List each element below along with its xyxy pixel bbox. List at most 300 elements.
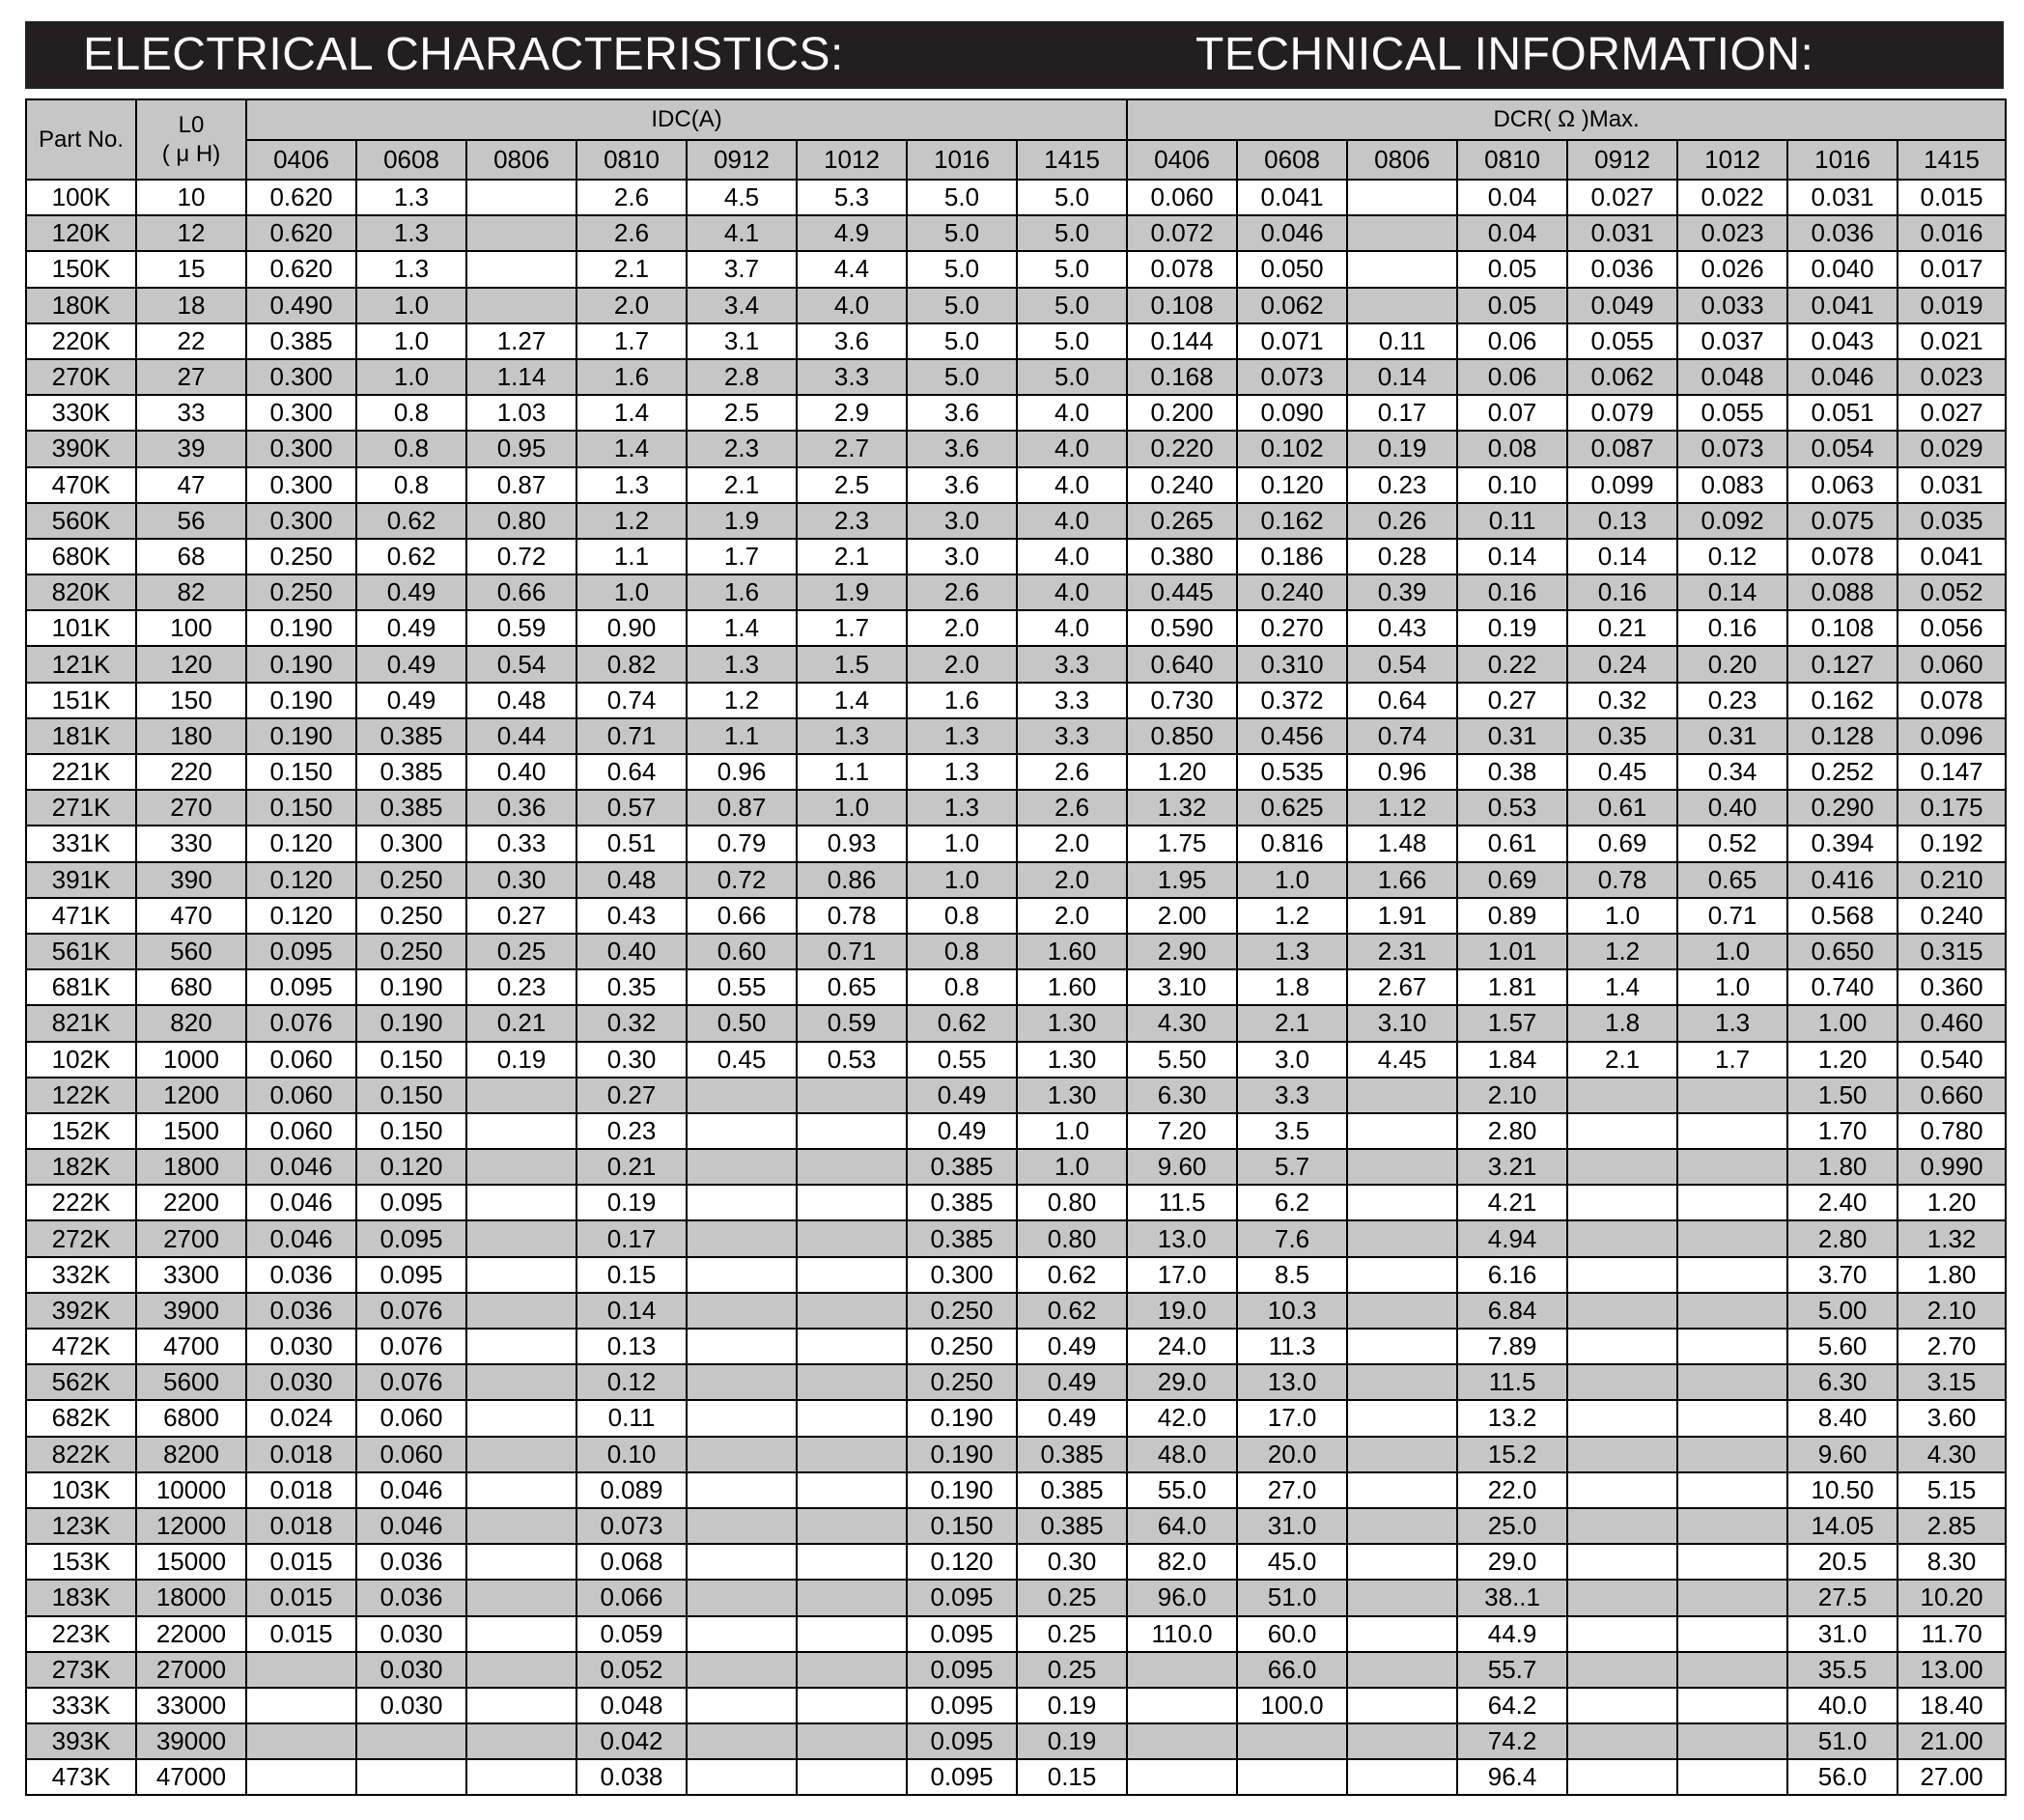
idc-cell-0608: 0.190 [356, 1005, 466, 1041]
dcr-cell-0406: 2.00 [1127, 898, 1237, 934]
dcr-cell-0912: 0.21 [1567, 610, 1677, 646]
dcr-cell-1016: 51.0 [1787, 1723, 1898, 1759]
table-row [26, 1293, 2006, 1329]
dcr-cell-1012: 0.037 [1677, 323, 1787, 359]
dcr-cell-0608: 6.2 [1237, 1185, 1347, 1220]
dcr-cell-0912: 1.8 [1567, 1005, 1677, 1041]
idc-cell-0912 [687, 1616, 797, 1652]
dcr-cell-1012 [1677, 1652, 1787, 1688]
dcr-cell-0406 [1127, 1688, 1237, 1723]
part-number-cell: 183K [26, 1580, 136, 1615]
part-number-cell: 390K [26, 431, 136, 466]
idc-cell-0406: 0.046 [246, 1220, 356, 1256]
dcr-cell-0608: 0.073 [1237, 359, 1347, 395]
dcr-cell-0810: 4.94 [1457, 1220, 1567, 1256]
dcr-cell-0608: 0.535 [1237, 754, 1347, 790]
dcr-cell-0810: 7.89 [1457, 1329, 1567, 1364]
idc-cell-0810: 0.10 [576, 1437, 687, 1472]
dcr-cell-0406: 0.730 [1127, 683, 1237, 718]
inductance-cell: 1800 [136, 1149, 246, 1185]
idc-cell-0806 [466, 1508, 576, 1544]
idc-cell-1415: 0.49 [1017, 1329, 1127, 1364]
idc-cell-1415: 0.62 [1017, 1257, 1127, 1293]
dcr-cell-0806: 1.66 [1347, 862, 1457, 898]
idc-cell-0806 [466, 1185, 576, 1220]
idc-cell-0406: 0.015 [246, 1580, 356, 1615]
table-row [26, 646, 2006, 682]
dcr-cell-1016: 0.162 [1787, 683, 1898, 718]
dcr-cell-0608: 0.625 [1237, 790, 1347, 826]
dcr-cell-0806: 0.14 [1347, 359, 1457, 395]
idc-cell-0406: 0.030 [246, 1329, 356, 1364]
inductance-cell: 5600 [136, 1364, 246, 1400]
dcr-cell-1415: 1.80 [1898, 1257, 2006, 1293]
dcr-cell-1012: 0.65 [1677, 862, 1787, 898]
dcr-cell-0806: 0.23 [1347, 467, 1457, 503]
idc-cell-0810: 0.073 [576, 1508, 687, 1544]
idc-cell-1016: 0.385 [907, 1149, 1017, 1185]
idc-cell-0810: 0.40 [576, 934, 687, 969]
dcr-cell-1012 [1677, 1723, 1787, 1759]
table-row [26, 1400, 2006, 1436]
idc-cell-0806: 0.87 [466, 467, 576, 503]
idc-cell-1012: 0.71 [797, 934, 907, 969]
inductance-cell: 27 [136, 359, 246, 395]
dcr-cell-0806: 0.43 [1347, 610, 1457, 646]
inductance-cell: 6800 [136, 1400, 246, 1436]
part-number-cell: 182K [26, 1149, 136, 1185]
table-row [26, 574, 2006, 610]
idc-cell-0810: 1.2 [576, 503, 687, 539]
idc-cell-0406: 0.620 [246, 180, 356, 215]
part-number-cell: 392K [26, 1293, 136, 1329]
idc-cell-0810: 0.43 [576, 898, 687, 934]
dcr-cell-1012: 0.022 [1677, 180, 1787, 215]
idc-cell-0806 [466, 1544, 576, 1580]
idc-cell-1016: 0.385 [907, 1185, 1017, 1220]
idc-cell-0608: 0.046 [356, 1472, 466, 1508]
idc-cell-0912 [687, 1652, 797, 1688]
dcr-cell-0810: 0.27 [1457, 683, 1567, 718]
table-row [26, 610, 2006, 646]
idc-cell-1016: 0.190 [907, 1400, 1017, 1436]
dcr-cell-0608: 0.310 [1237, 646, 1347, 682]
idc-cell-1016: 3.0 [907, 503, 1017, 539]
idc-cell-1016: 1.0 [907, 862, 1017, 898]
idc-cell-0406 [246, 1652, 356, 1688]
dcr-cell-1012 [1677, 1759, 1787, 1795]
idc-cell-1016: 5.0 [907, 359, 1017, 395]
dcr-cell-1016: 1.20 [1787, 1042, 1898, 1078]
idc-cell-0810: 2.0 [576, 288, 687, 323]
dcr-cell-0608: 0.456 [1237, 718, 1347, 754]
idc-cell-0912 [687, 1364, 797, 1400]
idc-cell-0608 [356, 1759, 466, 1795]
idc-cell-0608: 0.095 [356, 1257, 466, 1293]
idc-cell-1016: 0.250 [907, 1364, 1017, 1400]
dcr-cell-0608: 11.3 [1237, 1329, 1347, 1364]
dcr-cell-1016: 2.80 [1787, 1220, 1898, 1256]
idc-cell-1012: 1.1 [797, 754, 907, 790]
dcr-cell-0806: 2.67 [1347, 969, 1457, 1005]
idc-cell-0608: 0.49 [356, 646, 466, 682]
dcr-cell-0810: 96.4 [1457, 1759, 1567, 1795]
dcr-cell-0810: 3.21 [1457, 1149, 1567, 1185]
dcr-size-header-0406: 0406 [1127, 140, 1237, 180]
dcr-cell-0912 [1567, 1437, 1677, 1472]
dcr-cell-1012: 0.055 [1677, 395, 1787, 431]
idc-cell-1415: 0.25 [1017, 1652, 1127, 1688]
part-number-cell: 220K [26, 323, 136, 359]
idc-cell-0608: 0.030 [356, 1616, 466, 1652]
idc-cell-1012: 1.9 [797, 574, 907, 610]
idc-cell-1415: 0.385 [1017, 1508, 1127, 1544]
dcr-cell-0406: 110.0 [1127, 1616, 1237, 1652]
dcr-cell-1016: 0.568 [1787, 898, 1898, 934]
part-number-cell: 120K [26, 215, 136, 251]
dcr-cell-1012 [1677, 1113, 1787, 1149]
idc-cell-1016: 0.190 [907, 1437, 1017, 1472]
dcr-cell-0406: 0.060 [1127, 180, 1237, 215]
idc-cell-1415: 5.0 [1017, 359, 1127, 395]
idc-cell-0912 [687, 1185, 797, 1220]
dcr-cell-0406: 19.0 [1127, 1293, 1237, 1329]
dcr-cell-0912 [1567, 1759, 1677, 1795]
idc-cell-1016: 3.6 [907, 467, 1017, 503]
table-row [26, 1652, 2006, 1688]
idc-cell-0406: 0.060 [246, 1078, 356, 1113]
part-number-cell: 472K [26, 1329, 136, 1364]
idc-cell-1016: 1.3 [907, 790, 1017, 826]
idc-cell-0810: 1.7 [576, 323, 687, 359]
dcr-cell-1016: 10.50 [1787, 1472, 1898, 1508]
dcr-cell-1012: 1.0 [1677, 934, 1787, 969]
idc-cell-0810: 0.038 [576, 1759, 687, 1795]
idc-cell-0406: 0.076 [246, 1005, 356, 1041]
inductance-cell: 18 [136, 288, 246, 323]
idc-cell-0406: 0.095 [246, 934, 356, 969]
idc-cell-1012 [797, 1437, 907, 1472]
part-number-cell: 153K [26, 1544, 136, 1580]
inductance-cell: 68 [136, 539, 246, 574]
dcr-cell-1016: 0.075 [1787, 503, 1898, 539]
dcr-cell-0912 [1567, 1616, 1677, 1652]
idc-cell-1012: 1.7 [797, 610, 907, 646]
part-number-cell: 393K [26, 1723, 136, 1759]
dcr-cell-0806: 0.39 [1347, 574, 1457, 610]
dcr-cell-0912: 0.13 [1567, 503, 1677, 539]
dcr-cell-0608: 0.270 [1237, 610, 1347, 646]
dcr-group-header: DCR( Ω )Max. [1127, 99, 2006, 140]
inductance-cell: 220 [136, 754, 246, 790]
dcr-cell-0912: 0.32 [1567, 683, 1677, 718]
idc-cell-0406: 0.150 [246, 754, 356, 790]
dcr-cell-1415: 2.70 [1898, 1329, 2006, 1364]
dcr-cell-1415: 8.30 [1898, 1544, 2006, 1580]
dcr-cell-0608: 3.3 [1237, 1078, 1347, 1113]
dcr-cell-1016: 0.043 [1787, 323, 1898, 359]
idc-cell-1012: 3.6 [797, 323, 907, 359]
idc-cell-0806: 0.27 [466, 898, 576, 934]
idc-cell-0406: 0.015 [246, 1544, 356, 1580]
header-row-groups [26, 99, 2006, 140]
dcr-cell-0806 [1347, 1364, 1457, 1400]
inductance-cell: 3300 [136, 1257, 246, 1293]
dcr-cell-0608: 2.1 [1237, 1005, 1347, 1041]
dcr-cell-0912 [1567, 1185, 1677, 1220]
electrical-characteristics-title: ELECTRICAL CHARACTERISTICS: [83, 29, 844, 80]
idc-cell-0806: 0.44 [466, 718, 576, 754]
idc-cell-0608: 0.076 [356, 1293, 466, 1329]
idc-cell-0912: 0.79 [687, 826, 797, 861]
table-row [26, 1005, 2006, 1041]
dcr-cell-1016: 9.60 [1787, 1437, 1898, 1472]
idc-cell-0806: 0.59 [466, 610, 576, 646]
dcr-cell-1012: 0.073 [1677, 431, 1787, 466]
inductance-cell: 39000 [136, 1723, 246, 1759]
dcr-cell-0806: 0.28 [1347, 539, 1457, 574]
dcr-cell-0806 [1347, 1688, 1457, 1723]
idc-cell-1415: 4.0 [1017, 503, 1127, 539]
dcr-cell-0810: 1.01 [1457, 934, 1567, 969]
dcr-cell-0806 [1347, 1329, 1457, 1364]
idc-cell-1415: 2.6 [1017, 790, 1127, 826]
dcr-cell-1016: 0.063 [1787, 467, 1898, 503]
idc-cell-1012: 1.3 [797, 718, 907, 754]
idc-cell-0912: 0.87 [687, 790, 797, 826]
idc-cell-0810: 1.4 [576, 395, 687, 431]
dcr-cell-0406: 1.95 [1127, 862, 1237, 898]
idc-cell-0608: 0.190 [356, 969, 466, 1005]
dcr-cell-0608: 45.0 [1237, 1544, 1347, 1580]
idc-cell-1012 [797, 1293, 907, 1329]
dcr-cell-0810: 1.57 [1457, 1005, 1567, 1041]
table-row [26, 790, 2006, 826]
inductance-cell: 4700 [136, 1329, 246, 1364]
inductance-cell: 3900 [136, 1293, 246, 1329]
idc-cell-1012 [797, 1544, 907, 1580]
dcr-cell-1415: 10.20 [1898, 1580, 2006, 1615]
dcr-cell-0806: 1.91 [1347, 898, 1457, 934]
dcr-cell-0608: 0.071 [1237, 323, 1347, 359]
dcr-cell-0912 [1567, 1293, 1677, 1329]
dcr-cell-0406: 11.5 [1127, 1185, 1237, 1220]
idc-cell-0608: 1.3 [356, 180, 466, 215]
idc-cell-0608: 0.250 [356, 898, 466, 934]
idc-cell-1016: 2.0 [907, 610, 1017, 646]
idc-size-header-0810: 0810 [576, 140, 687, 180]
dcr-cell-0810: 74.2 [1457, 1723, 1567, 1759]
dcr-cell-1012 [1677, 1364, 1787, 1400]
dcr-cell-1016: 0.088 [1787, 574, 1898, 610]
dcr-cell-1016: 14.05 [1787, 1508, 1898, 1544]
idc-cell-0912: 4.1 [687, 215, 797, 251]
dcr-size-header-1415: 1415 [1898, 140, 2006, 180]
dcr-cell-0608: 31.0 [1237, 1508, 1347, 1544]
idc-cell-0912: 1.9 [687, 503, 797, 539]
dcr-cell-1012 [1677, 1616, 1787, 1652]
inductance-header-line2: ( μ H) [161, 140, 221, 167]
dcr-cell-1012: 0.048 [1677, 359, 1787, 395]
idc-cell-0406: 0.095 [246, 969, 356, 1005]
dcr-cell-1016: 0.650 [1787, 934, 1898, 969]
dcr-cell-0406: 29.0 [1127, 1364, 1237, 1400]
table-row [26, 288, 2006, 323]
dcr-cell-0608: 1.2 [1237, 898, 1347, 934]
dcr-cell-0806 [1347, 1723, 1457, 1759]
idc-cell-0912: 0.50 [687, 1005, 797, 1041]
dcr-cell-0406: 9.60 [1127, 1149, 1237, 1185]
dcr-cell-0810: 0.04 [1457, 180, 1567, 215]
dcr-cell-0608: 66.0 [1237, 1652, 1347, 1688]
inductance-cell: 10000 [136, 1472, 246, 1508]
idc-cell-1415: 3.3 [1017, 646, 1127, 682]
idc-group-header: IDC(A) [246, 99, 1127, 140]
inductance-cell: 150 [136, 683, 246, 718]
idc-cell-0406: 0.190 [246, 646, 356, 682]
idc-cell-0810: 0.042 [576, 1723, 687, 1759]
dcr-cell-0810: 0.89 [1457, 898, 1567, 934]
idc-cell-0608: 0.250 [356, 862, 466, 898]
table-row [26, 1580, 2006, 1615]
idc-cell-1012: 4.4 [797, 251, 907, 287]
dcr-cell-0806 [1347, 1616, 1457, 1652]
idc-cell-0912: 0.60 [687, 934, 797, 969]
idc-cell-1415: 4.0 [1017, 574, 1127, 610]
idc-cell-1415: 0.19 [1017, 1723, 1127, 1759]
dcr-cell-1012 [1677, 1508, 1787, 1544]
idc-cell-0912: 0.45 [687, 1042, 797, 1078]
idc-cell-0810: 0.74 [576, 683, 687, 718]
part-number-cell: 470K [26, 467, 136, 503]
idc-cell-1012: 2.3 [797, 503, 907, 539]
dcr-cell-0810: 0.69 [1457, 862, 1567, 898]
idc-cell-0406: 0.060 [246, 1113, 356, 1149]
dcr-cell-0806: 1.12 [1347, 790, 1457, 826]
dcr-cell-0406: 82.0 [1127, 1544, 1237, 1580]
idc-cell-0810: 0.30 [576, 1042, 687, 1078]
part-number-cell: 330K [26, 395, 136, 431]
dcr-cell-1012 [1677, 1293, 1787, 1329]
idc-cell-1016: 0.095 [907, 1723, 1017, 1759]
idc-cell-1012 [797, 1113, 907, 1149]
idc-cell-0912: 1.4 [687, 610, 797, 646]
dcr-cell-0806: 0.64 [1347, 683, 1457, 718]
idc-cell-0806: 0.25 [466, 934, 576, 969]
dcr-cell-0810: 64.2 [1457, 1688, 1567, 1723]
idc-cell-1016: 0.49 [907, 1078, 1017, 1113]
dcr-cell-1016: 8.40 [1787, 1400, 1898, 1436]
dcr-cell-0912: 0.69 [1567, 826, 1677, 861]
idc-cell-1012 [797, 1329, 907, 1364]
dcr-cell-0810: 0.11 [1457, 503, 1567, 539]
dcr-cell-0912 [1567, 1508, 1677, 1544]
idc-cell-0806 [466, 1220, 576, 1256]
dcr-cell-1016: 3.70 [1787, 1257, 1898, 1293]
idc-cell-0406: 0.190 [246, 610, 356, 646]
idc-cell-0608: 1.0 [356, 359, 466, 395]
dcr-cell-1016: 0.108 [1787, 610, 1898, 646]
idc-cell-0608: 0.046 [356, 1508, 466, 1544]
idc-cell-0806 [466, 1400, 576, 1436]
idc-cell-1012: 5.3 [797, 180, 907, 215]
part-number-cell: 150K [26, 251, 136, 287]
dcr-cell-0608: 7.6 [1237, 1220, 1347, 1256]
dcr-cell-0608: 20.0 [1237, 1437, 1347, 1472]
dcr-cell-0912 [1567, 1472, 1677, 1508]
idc-cell-0912 [687, 1437, 797, 1472]
dcr-cell-1415: 0.056 [1898, 610, 2006, 646]
idc-cell-0806: 0.95 [466, 431, 576, 466]
idc-cell-0608: 0.150 [356, 1078, 466, 1113]
idc-cell-0810: 0.068 [576, 1544, 687, 1580]
table-row [26, 1437, 2006, 1472]
dcr-cell-1415: 27.00 [1898, 1759, 2006, 1795]
idc-cell-1012: 0.65 [797, 969, 907, 1005]
dcr-cell-0806: 0.26 [1347, 503, 1457, 539]
table-row [26, 1364, 2006, 1400]
idc-cell-1012 [797, 1616, 907, 1652]
inductance-cell: 33000 [136, 1688, 246, 1723]
idc-cell-1016: 0.8 [907, 898, 1017, 934]
dcr-cell-0810: 0.07 [1457, 395, 1567, 431]
dcr-cell-0806 [1347, 251, 1457, 287]
idc-cell-0810: 0.15 [576, 1257, 687, 1293]
dcr-cell-0406: 0.640 [1127, 646, 1237, 682]
dcr-cell-0406: 0.265 [1127, 503, 1237, 539]
idc-cell-1016: 0.8 [907, 934, 1017, 969]
dcr-cell-1016: 5.00 [1787, 1293, 1898, 1329]
idc-cell-0608: 1.0 [356, 288, 466, 323]
inductance-cell: 47 [136, 467, 246, 503]
dcr-cell-0608: 0.240 [1237, 574, 1347, 610]
dcr-cell-0406: 0.850 [1127, 718, 1237, 754]
dcr-cell-1016: 31.0 [1787, 1616, 1898, 1652]
idc-cell-1012 [797, 1400, 907, 1436]
idc-cell-0810: 1.4 [576, 431, 687, 466]
idc-cell-0912 [687, 1078, 797, 1113]
dcr-cell-0810: 0.04 [1457, 215, 1567, 251]
part-number-cell: 270K [26, 359, 136, 395]
idc-cell-0806 [466, 1759, 576, 1795]
dcr-cell-1016: 0.128 [1787, 718, 1898, 754]
idc-cell-0406: 0.120 [246, 898, 356, 934]
idc-cell-1012 [797, 1472, 907, 1508]
inductance-cell: 56 [136, 503, 246, 539]
idc-cell-0810: 0.052 [576, 1652, 687, 1688]
idc-size-header-0912: 0912 [687, 140, 797, 180]
idc-cell-1016: 5.0 [907, 323, 1017, 359]
dcr-cell-0406: 0.220 [1127, 431, 1237, 466]
dcr-size-header-0810: 0810 [1457, 140, 1567, 180]
idc-cell-0406 [246, 1688, 356, 1723]
part-number-cell: 821K [26, 1005, 136, 1041]
dcr-cell-0912 [1567, 1723, 1677, 1759]
idc-cell-0810: 0.35 [576, 969, 687, 1005]
idc-cell-0806: 1.03 [466, 395, 576, 431]
idc-cell-1415: 0.385 [1017, 1437, 1127, 1472]
dcr-cell-0806: 1.48 [1347, 826, 1457, 861]
dcr-cell-1415: 0.023 [1898, 359, 2006, 395]
dcr-cell-1415: 5.15 [1898, 1472, 2006, 1508]
idc-cell-1415: 4.0 [1017, 431, 1127, 466]
dcr-cell-1012: 0.16 [1677, 610, 1787, 646]
idc-cell-1415: 0.30 [1017, 1544, 1127, 1580]
dcr-cell-0406: 0.078 [1127, 251, 1237, 287]
idc-cell-0912 [687, 1113, 797, 1149]
idc-cell-0912: 0.66 [687, 898, 797, 934]
idc-cell-0608: 0.49 [356, 574, 466, 610]
